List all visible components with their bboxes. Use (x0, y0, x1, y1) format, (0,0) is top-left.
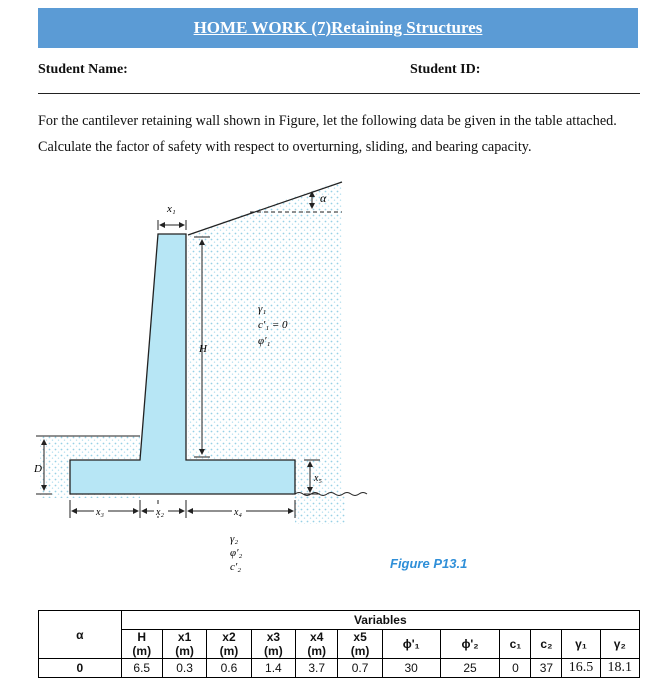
cell-x3: 1.4 (251, 659, 295, 678)
x5-label: x₅ (314, 473, 322, 484)
page-title: HOME WORK (7)Retaining Structures (193, 18, 483, 37)
header-phi2: ϕ'₂ (440, 630, 500, 659)
problem-statement: For the cantilever retaining wall shown in Figure, let the following data be given in the table attached. Calculate the factor of safety with respect to overturning, sliding, and bearing capacity. (38, 113, 617, 155)
gamma1-label: γ₁ (258, 303, 267, 315)
alpha-label: α (320, 191, 327, 205)
header-x4: x4 (m) (296, 630, 338, 659)
cell-phi1: 30 (382, 659, 440, 678)
header-x5: x5 (m) (338, 630, 382, 659)
cell-x4: 3.7 (296, 659, 338, 678)
cell-gamma1: 16.5 (562, 659, 600, 678)
gamma2-label: γ₂ (230, 533, 239, 545)
header-alpha: α (39, 611, 122, 659)
header-c2: c₂ (531, 630, 562, 659)
header-phi1: ϕ'₁ (382, 630, 440, 659)
d-label: D (34, 463, 42, 475)
title-banner (38, 8, 638, 48)
header-c1: c₁ (500, 630, 531, 659)
variables-table (38, 610, 640, 678)
variables-group-header: Variables (121, 611, 639, 630)
x1-label: x₁ (167, 203, 176, 215)
retaining-wall-diagram (30, 178, 390, 578)
figure-caption: Figure P13.1 (390, 556, 468, 571)
cell-c1: 0 (500, 659, 531, 678)
x3-label: x₃ (96, 507, 104, 518)
x4-label: x₄ (234, 507, 242, 518)
header-x3: x3 (m) (251, 630, 295, 659)
header-x1: x1 (m) (162, 630, 206, 659)
soil-below-heel (295, 496, 345, 524)
student-info-row (38, 62, 640, 82)
cell-c2: 37 (531, 659, 562, 678)
c1-label: c′₁ = 0 (258, 319, 288, 331)
header-gamma1: γ₁ (562, 630, 600, 659)
phi1-label: φ′₁ (258, 335, 271, 347)
student-name-label: Student Name: (38, 62, 128, 77)
header-x2: x2 (m) (207, 630, 251, 659)
phi2-label: φ′₂ (230, 547, 243, 559)
cell-x1: 0.3 (162, 659, 206, 678)
cell-x2: 0.6 (207, 659, 251, 678)
cell-x5: 0.7 (338, 659, 382, 678)
cell-alpha: 0 (39, 659, 122, 678)
cell-phi2: 25 (440, 659, 500, 678)
cell-gamma2: 18.1 (600, 659, 639, 678)
cell-h: 6.5 (121, 659, 162, 678)
header-divider (38, 93, 640, 94)
table-row (39, 659, 640, 678)
h-label: H (199, 343, 207, 355)
header-h: H (m) (121, 630, 162, 659)
c2-label: c′₂ (230, 561, 242, 573)
x2-label: x₂ (156, 507, 164, 518)
header-gamma2: γ₂ (600, 630, 639, 659)
student-id-label: Student ID: (410, 62, 481, 77)
retaining-wall-figure (30, 178, 390, 578)
